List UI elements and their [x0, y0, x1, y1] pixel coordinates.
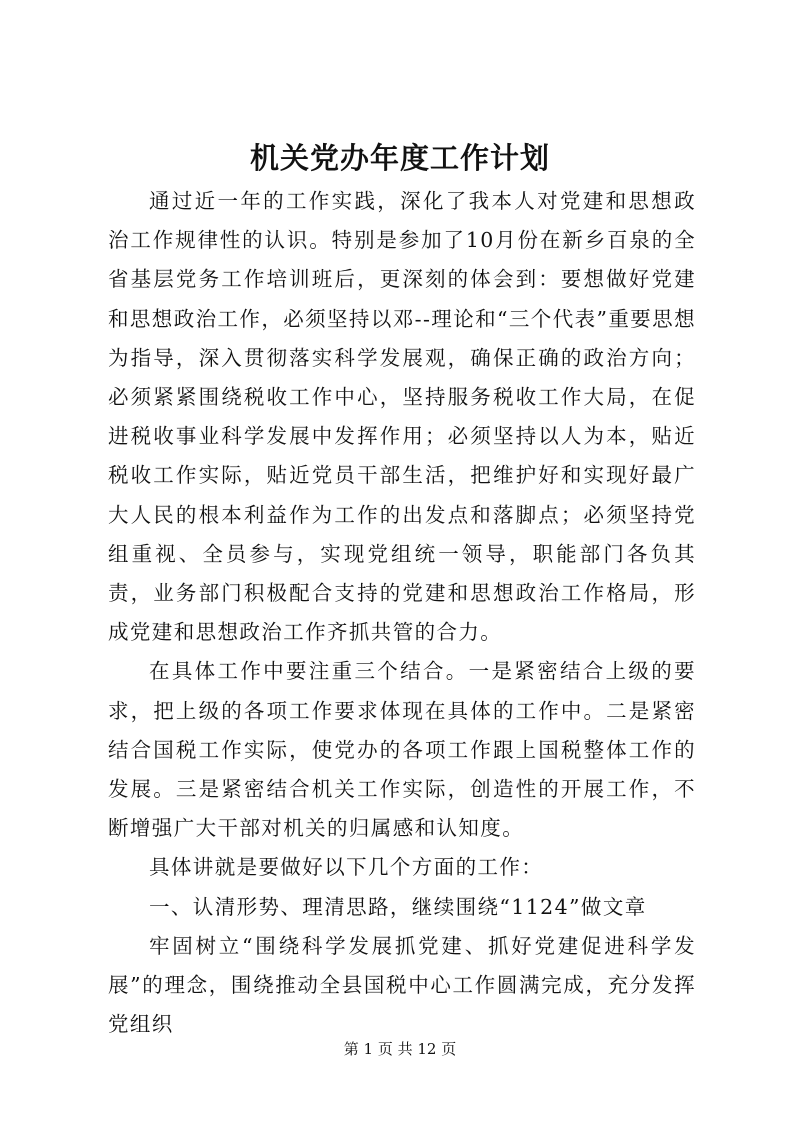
page-number-footer: 第 1 页 共 12 页: [343, 1040, 457, 1058]
paragraph-three-combinations: 在具体工作中要注重三个结合。一是紧密结合上级的要求，把上级的各项工作要求体现在具体的工作中。二是紧密结合国税工作实际，使党办的各项工作跟上国税整体工作的发展。三是紧密结合机关工作实际，创造性的开展工作，不断增强广大干部对机关的归属感和认知度。: [108, 659, 696, 841]
paragraph-work-aspects: 具体讲就是要做好以下几个方面的工作：: [149, 855, 544, 880]
section-heading-1: 一、认清形势、理清思路，继续围绕“1124”做文章: [149, 894, 647, 919]
paragraph-section-1: 牢固树立“围绕科学发展抓党建、抓好党建促进科学发展”的理念，围绕推动全县国税中心工作圆满完成，充分发挥党组织: [108, 933, 696, 1037]
document-body: [108, 182, 696, 1044]
paragraph-intro: 通过近一年的工作实践，深化了我本人对党建和思想政治工作规律性的认识。特别是参加了10月份在新乡百泉的全省基层党务工作培训班后，更深刻的体会到：要想做好党建和思想政治工作，必须坚持以邓--理论和“三个代表”重要思想为指导，深入贯彻落实科学发展观，确保正确的政治方向；必须紧紧围绕税收工作中心，坚持服务税收工作大局，在促进税收事业科学发展中发挥作用；必须坚持以人为本，贴近税收工作实际，贴近党员干部生活，把维护好和实现好最广大人民的根本利益作为工作的出发点和落脚点；必须坚持党组重视、全员参与，实现党组统一领导，职能部门各负其责，业务部门积极配合支持的党建和思想政治工作格局，形成党建和思想政治工作齐抓共管的合力。: [108, 189, 696, 645]
document-title: 机关党办年度工作计划: [249, 141, 550, 175]
